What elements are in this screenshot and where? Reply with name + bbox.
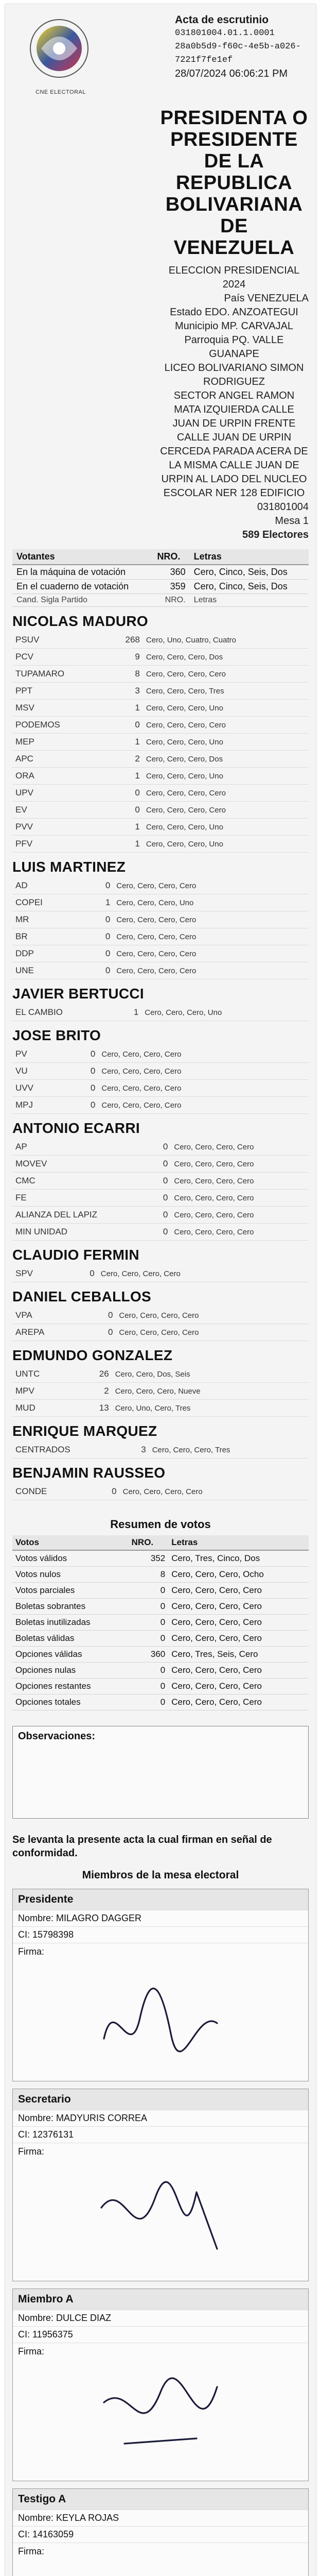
party-sigla: MSV	[12, 700, 107, 717]
member-name: Nombre: MADYURIS CORREA	[13, 2110, 308, 2126]
member-role: Secretario	[13, 2089, 308, 2110]
party-votes: 0	[95, 1483, 119, 1500]
table-row	[12, 1265, 309, 1282]
party-sigla: BR	[12, 928, 88, 945]
table-row	[12, 836, 309, 853]
party-votes-letters: Cero, Cero, Cero, Uno	[141, 1004, 309, 1021]
summary-num: 0	[129, 1615, 169, 1631]
party-votes: 0	[107, 717, 143, 734]
table-row	[12, 1615, 309, 1631]
party-sigla: MUD	[12, 1400, 78, 1417]
col-nro: NRO.	[153, 594, 189, 607]
acta-title: Acta de escrutinio	[175, 14, 269, 26]
signature-icon	[94, 2161, 227, 2275]
signature-area	[13, 1957, 308, 2081]
party-sigla: VPA	[12, 1307, 91, 1324]
party-table	[12, 1004, 309, 1021]
table-row	[12, 666, 309, 683]
party-sigla: SPV	[12, 1265, 70, 1282]
summary-label: Boletas válidas	[12, 1631, 129, 1647]
table-row	[12, 717, 309, 734]
state: Estado EDO. ANZOATEGUI	[170, 307, 298, 318]
party-votes-letters: Cero, Cero, Cero, Tres	[149, 1442, 309, 1459]
table-row	[12, 1647, 309, 1663]
table-row	[12, 1307, 309, 1324]
col-letras: Letras	[190, 594, 309, 607]
table-row	[12, 632, 309, 649]
parish: Parroquia PQ. VALLE GUANAPE	[184, 334, 284, 360]
party-votes: 0	[88, 962, 114, 979]
closing-note: Se levanta la presente acta la cual firman en señal de conformidad.	[12, 1834, 272, 1859]
table-row	[12, 1442, 309, 1459]
table-row	[12, 1631, 309, 1647]
electors-count: 589 Electores	[242, 529, 309, 540]
summary-label: Opciones restantes	[12, 1679, 129, 1694]
summary-num: 352	[129, 1550, 169, 1567]
member-ci: CI: 11956375	[13, 2326, 308, 2343]
table-row	[12, 1324, 309, 1341]
table-row	[12, 928, 309, 945]
signature-icon	[94, 1961, 227, 2075]
party-votes: 3	[107, 683, 143, 700]
table-row	[12, 734, 309, 751]
party-votes-letters: Cero, Cero, Cero, Tres	[143, 683, 309, 700]
table-row	[12, 1156, 309, 1173]
table-row	[12, 1004, 309, 1021]
party-votes-letters: Cero, Cero, Cero, Cero	[113, 911, 309, 928]
table-row	[12, 1190, 309, 1207]
party-votes: 0	[72, 1080, 99, 1097]
party-sigla: EV	[12, 802, 107, 819]
party-votes: 0	[153, 1173, 171, 1190]
summary-letters: Cero, Cero, Cero, Cero	[168, 1615, 309, 1631]
table-row	[12, 1550, 309, 1567]
party-votes-letters: Cero, Cero, Cero, Cero	[143, 802, 309, 819]
party-table	[12, 632, 309, 853]
center-address: SECTOR ANGEL RAMON MATA IZQUIERDA CALLE JUAN DE URPIN FRENTE CALLE JUAN DE URPIN CERCEDA PARADA ACERA DE LA MISMA CALLE JUAN DE URPIN AL LADO DEL NUCLEO ESCOLAR NER 128 EDIFICIO	[160, 390, 308, 499]
candidate-name: JOSE BRITO	[12, 1027, 101, 1043]
party-votes: 1	[107, 819, 143, 836]
party-votes-letters: Cero, Cero, Cero, Cero	[113, 945, 309, 962]
table-row	[12, 945, 309, 962]
party-votes-letters: Cero, Cero, Cero, Uno	[143, 700, 309, 717]
party-votes: 13	[78, 1400, 112, 1417]
table-row	[12, 1173, 309, 1190]
table-row	[12, 1599, 309, 1615]
party-sigla: UNTC	[12, 1366, 78, 1383]
party-votes: 0	[153, 1156, 171, 1173]
municipality: Municipio MP. CARVAJAL	[174, 320, 294, 332]
party-votes-letters: Cero, Uno, Cuatro, Cuatro	[143, 632, 309, 649]
summary-letters: Cero, Cero, Cero, Cero	[168, 1663, 309, 1679]
party-sigla: FE	[12, 1190, 153, 1207]
party-votes-letters: Cero, Cero, Cero, Cero	[113, 877, 309, 894]
party-sigla: UPV	[12, 785, 107, 802]
table-row	[12, 565, 309, 580]
party-table	[12, 1265, 309, 1282]
party-sigla: CENTRADOS	[12, 1442, 128, 1459]
voters-letters: Cero, Cinco, Seis, Dos	[190, 565, 309, 580]
party-votes-letters: Cero, Uno, Cero, Tres	[112, 1400, 309, 1417]
party-votes-letters: Cero, Cero, Cero, Nueve	[112, 1383, 309, 1400]
table-row	[12, 1400, 309, 1417]
summary-label: Boletas sobrantes	[12, 1599, 129, 1615]
election-block	[159, 107, 309, 542]
party-sigla: UNE	[12, 962, 88, 979]
party-votes: 0	[91, 1324, 116, 1341]
signature-icon	[94, 2361, 227, 2475]
summary-title: Resumen de votos	[110, 1518, 211, 1531]
candidate-name: CLAUDIO FERMIN	[12, 1247, 139, 1263]
summary-letters: Cero, Cero, Cero, Cero	[168, 1599, 309, 1615]
summary-label: Opciones válidas	[12, 1647, 129, 1663]
party-votes: 0	[91, 1307, 116, 1324]
party-sigla: PFV	[12, 836, 107, 853]
summary-header-num: NRO.	[129, 1535, 169, 1550]
table-row	[12, 785, 309, 802]
party-votes: 0	[153, 1190, 171, 1207]
members-list	[5, 1889, 316, 2576]
party-votes-letters: Cero, Cero, Cero, Uno	[143, 768, 309, 785]
party-votes-letters: Cero, Cero, Cero, Cero	[120, 1483, 309, 1500]
party-votes: 268	[107, 632, 143, 649]
party-votes: 9	[107, 649, 143, 666]
acta-code-2: 28a0b5d9-f60c-4e5b-a026-7221f7fe1ef	[175, 42, 301, 65]
voters-label: En la máquina de votación	[12, 565, 153, 580]
col-partido: Partido	[61, 596, 87, 604]
party-sigla: APC	[12, 751, 107, 768]
country: País VENEZUELA	[224, 293, 309, 304]
table-row	[12, 649, 309, 666]
party-table	[12, 1483, 309, 1500]
table-row	[12, 1224, 309, 1241]
table-row	[12, 1583, 309, 1599]
voters-label: En el cuaderno de votación	[12, 580, 153, 594]
party-votes: 2	[78, 1383, 112, 1400]
table-row	[12, 768, 309, 785]
summary-letters: Cero, Tres, Seis, Cero	[168, 1647, 309, 1663]
party-votes-letters: Cero, Cero, Cero, Cero	[98, 1265, 309, 1282]
party-sigla: AREPA	[12, 1324, 91, 1341]
party-votes-letters: Cero, Cero, Cero, Cero	[143, 717, 309, 734]
table-row	[12, 1097, 309, 1114]
table-row	[12, 802, 309, 819]
party-table	[12, 1366, 309, 1417]
party-sigla: UVV	[12, 1080, 72, 1097]
member-ci: CI: 12376131	[13, 2126, 308, 2143]
observations-box	[12, 1726, 309, 1819]
candidate-name: EDMUNDO GONZALEZ	[12, 1347, 173, 1363]
party-columns-row	[12, 594, 309, 607]
party-sigla: PV	[12, 1046, 72, 1063]
table-row	[12, 1663, 309, 1679]
voters-header-label: Votantes	[12, 549, 153, 565]
member-role: Miembro A	[13, 2289, 308, 2310]
party-table	[12, 1442, 309, 1459]
summary-letters: Cero, Cero, Cero, Cero	[168, 1694, 309, 1710]
party-votes-letters: Cero, Cero, Cero, Dos	[143, 649, 309, 666]
summary-letters: Cero, Tres, Cinco, Dos	[168, 1550, 309, 1567]
voters-num: 359	[153, 580, 189, 594]
party-votes-letters: Cero, Cero, Cero, Cero	[171, 1224, 309, 1241]
member-signature-label: Firma:	[13, 2343, 308, 2357]
summary-label: Votos válidos	[12, 1550, 129, 1567]
table-row	[12, 1694, 309, 1710]
party-sigla: CMC	[12, 1173, 153, 1190]
summary-label: Votos nulos	[12, 1567, 129, 1583]
party-sigla: ORA	[12, 768, 107, 785]
voters-num: 360	[153, 565, 189, 580]
candidate-name: NICOLAS MADURO	[12, 613, 148, 629]
candidate-name: LUIS MARTINEZ	[12, 859, 126, 875]
summary-header-label: Votos	[12, 1535, 129, 1550]
member-signature-label: Firma:	[13, 2543, 308, 2557]
party-votes: 0	[153, 1207, 171, 1224]
summary-header-letters: Letras	[168, 1535, 309, 1550]
party-sigla: PODEMOS	[12, 717, 107, 734]
candidate-name: ANTONIO ECARRI	[12, 1120, 140, 1136]
summary-num: 360	[129, 1647, 169, 1663]
party-votes: 26	[78, 1366, 112, 1383]
party-sigla: ALIANZA DEL LAPIZ	[12, 1207, 153, 1224]
logo-caption: CNE ELECTORAL	[35, 89, 86, 95]
party-votes: 1	[107, 836, 143, 853]
summary-label: Opciones totales	[12, 1694, 129, 1710]
member-signature-label: Firma:	[13, 2143, 308, 2157]
party-table	[12, 1046, 309, 1114]
summary-num: 0	[129, 1679, 169, 1694]
party-votes: 3	[128, 1442, 149, 1459]
party-votes-letters: Cero, Cero, Cero, Cero	[98, 1080, 309, 1097]
table-row	[12, 1046, 309, 1063]
summary-label: Votos parciales	[12, 1583, 129, 1599]
summary-label: Boletas inutilizadas	[12, 1615, 129, 1631]
member-block	[12, 1889, 309, 2081]
party-votes-letters: Cero, Cero, Cero, Cero	[171, 1190, 309, 1207]
party-sigla: PCV	[12, 649, 107, 666]
party-table	[12, 1139, 309, 1241]
members-title: Miembros de la mesa electoral	[82, 1869, 239, 1881]
party-votes-letters: Cero, Cero, Cero, Cero	[113, 928, 309, 945]
party-sigla: AP	[12, 1139, 153, 1156]
party-votes: 0	[88, 877, 114, 894]
table-row	[12, 819, 309, 836]
party-votes: 0	[88, 928, 114, 945]
table-row	[12, 1063, 309, 1080]
party-votes: 1	[107, 700, 143, 717]
col-sigla: Sigla	[41, 596, 59, 604]
member-role: Testigo A	[13, 2489, 308, 2510]
table-row	[12, 894, 309, 911]
party-votes: 2	[107, 751, 143, 768]
party-sigla: COPEI	[12, 894, 88, 911]
candidate-name: ENRIQUE MARQUEZ	[12, 1423, 157, 1439]
summary-num: 0	[129, 1694, 169, 1710]
party-sigla: PPT	[12, 683, 107, 700]
acta-receipt	[5, 4, 316, 2576]
party-votes-letters: Cero, Cero, Cero, Cero	[116, 1307, 309, 1324]
party-votes-letters: Cero, Cero, Cero, Cero	[171, 1207, 309, 1224]
candidates-list	[5, 607, 316, 1500]
table-row	[12, 683, 309, 700]
table-row	[12, 962, 309, 979]
table-row	[12, 580, 309, 594]
voters-letters: Cero, Cinco, Seis, Dos	[190, 580, 309, 594]
observations-label: Observaciones:	[18, 1731, 96, 1742]
party-sigla: MIN UNIDAD	[12, 1224, 153, 1241]
party-sigla: MPJ	[12, 1097, 72, 1114]
party-columns-label	[12, 594, 153, 607]
table-row	[12, 1383, 309, 1400]
party-votes-letters: Cero, Cero, Cero, Uno	[113, 894, 309, 911]
table-row	[12, 700, 309, 717]
voters-header-num: NRO.	[153, 549, 189, 565]
cne-logo-icon	[21, 14, 98, 87]
table-row	[12, 1567, 309, 1583]
party-votes-letters: Cero, Cero, Cero, Cero	[143, 666, 309, 683]
signature-icon	[94, 2561, 227, 2576]
summary-num: 0	[129, 1583, 169, 1599]
party-sigla: MR	[12, 911, 88, 928]
party-sigla: TUPAMARO	[12, 666, 107, 683]
party-sigla: AD	[12, 877, 88, 894]
election-name: ELECCION PRESIDENCIAL 2024	[168, 265, 300, 290]
party-votes-letters: Cero, Cero, Dos, Seis	[112, 1366, 309, 1383]
party-votes: 0	[72, 1097, 99, 1114]
party-table	[12, 877, 309, 979]
party-sigla: MPV	[12, 1383, 78, 1400]
party-sigla: DDP	[12, 945, 88, 962]
party-sigla: PSUV	[12, 632, 107, 649]
member-name: Nombre: DULCE DIAZ	[13, 2310, 308, 2326]
signature-area	[13, 2557, 308, 2576]
acta-info	[175, 13, 309, 80]
member-name: Nombre: KEYLA ROJAS	[13, 2510, 308, 2526]
candidate-name: DANIEL CEBALLOS	[12, 1289, 151, 1304]
party-votes: 0	[72, 1063, 99, 1080]
center-name: LICEO BOLIVARIANO SIMON RODRIGUEZ	[164, 362, 304, 387]
candidate-name: BENJAMIN RAUSSEO	[12, 1465, 166, 1481]
voters-table	[12, 549, 309, 607]
center-code: 031801004	[257, 501, 309, 513]
summary-num: 0	[129, 1631, 169, 1647]
party-sigla: MEP	[12, 734, 107, 751]
party-votes: 0	[107, 802, 143, 819]
party-votes: 0	[153, 1224, 171, 1241]
party-votes-letters: Cero, Cero, Cero, Cero	[171, 1173, 309, 1190]
party-sigla: VU	[12, 1063, 72, 1080]
party-sigla: MOVEV	[12, 1156, 153, 1173]
table-row	[12, 1080, 309, 1097]
party-table	[12, 1307, 309, 1341]
table-row	[12, 911, 309, 928]
signature-area	[13, 2357, 308, 2481]
party-votes-letters: Cero, Cero, Cero, Uno	[143, 819, 309, 836]
voters-header-letters: Letras	[190, 549, 309, 565]
party-votes-letters: Cero, Cero, Cero, Cero	[98, 1046, 309, 1063]
member-block	[12, 2289, 309, 2481]
party-votes: 8	[107, 666, 143, 683]
summary-num: 0	[129, 1663, 169, 1679]
member-role: Presidente	[13, 1889, 308, 1910]
party-votes: 1	[107, 768, 143, 785]
party-votes: 0	[70, 1265, 98, 1282]
acta-datetime: 28/07/2024 06:06:21 PM	[175, 68, 288, 79]
member-ci: CI: 14163059	[13, 2526, 308, 2543]
mesa-number: Mesa 1	[275, 515, 309, 527]
candidate-name: JAVIER BERTUCCI	[12, 986, 145, 1002]
summary-letters: Cero, Cero, Cero, Cero	[168, 1583, 309, 1599]
party-votes: 0	[107, 785, 143, 802]
party-votes: 1	[88, 894, 114, 911]
party-votes: 0	[153, 1139, 171, 1156]
table-row	[12, 1483, 309, 1500]
summary-letters: Cero, Cero, Cero, Cero	[168, 1679, 309, 1694]
table-row	[12, 751, 309, 768]
party-votes-letters: Cero, Cero, Cero, Cero	[171, 1139, 309, 1156]
party-votes: 1	[107, 734, 143, 751]
party-votes-letters: Cero, Cero, Cero, Cero	[98, 1063, 309, 1080]
signature-area	[13, 2157, 308, 2281]
party-votes-letters: Cero, Cero, Cero, Dos	[143, 751, 309, 768]
table-row	[12, 877, 309, 894]
party-votes-letters: Cero, Cero, Cero, Uno	[143, 836, 309, 853]
table-row	[12, 1366, 309, 1383]
member-ci: CI: 15798398	[13, 1926, 308, 1943]
member-block	[12, 2488, 309, 2576]
table-row	[12, 1207, 309, 1224]
election-title: PRESIDENTA O PRESIDENTE DE LA REPUBLICA BOLIVARIANA DE VENEZUELA	[160, 107, 308, 259]
party-votes-letters: Cero, Cero, Cero, Cero	[116, 1324, 309, 1341]
party-votes: 0	[88, 945, 114, 962]
member-signature-label: Firma:	[13, 1943, 308, 1957]
summary-num: 8	[129, 1567, 169, 1583]
party-votes-letters: Cero, Cero, Cero, Cero	[143, 785, 309, 802]
table-row	[12, 1139, 309, 1156]
party-sigla: EL CAMBIO	[12, 1004, 119, 1021]
col-cand: Cand.	[16, 596, 39, 604]
party-votes-letters: Cero, Cero, Cero, Cero	[113, 962, 309, 979]
table-row	[12, 1679, 309, 1694]
party-sigla: PVV	[12, 819, 107, 836]
member-name: Nombre: MILAGRO DAGGER	[13, 1910, 308, 1926]
party-votes: 0	[88, 911, 114, 928]
party-sigla: CONDE	[12, 1483, 95, 1500]
acta-code-1: 031801004.01.1.0001	[175, 28, 275, 38]
party-votes-letters: Cero, Cero, Cero, Cero	[98, 1097, 309, 1114]
summary-letters: Cero, Cero, Cero, Cero	[168, 1631, 309, 1647]
party-votes-letters: Cero, Cero, Cero, Cero	[171, 1156, 309, 1173]
party-votes: 1	[119, 1004, 141, 1021]
summary-num: 0	[129, 1599, 169, 1615]
party-votes: 0	[72, 1046, 99, 1063]
summary-letters: Cero, Cero, Cero, Ocho	[168, 1567, 309, 1583]
summary-table	[12, 1535, 309, 1710]
member-block	[12, 2089, 309, 2281]
summary-label: Opciones nulas	[12, 1663, 129, 1679]
party-votes-letters: Cero, Cero, Cero, Uno	[143, 734, 309, 751]
